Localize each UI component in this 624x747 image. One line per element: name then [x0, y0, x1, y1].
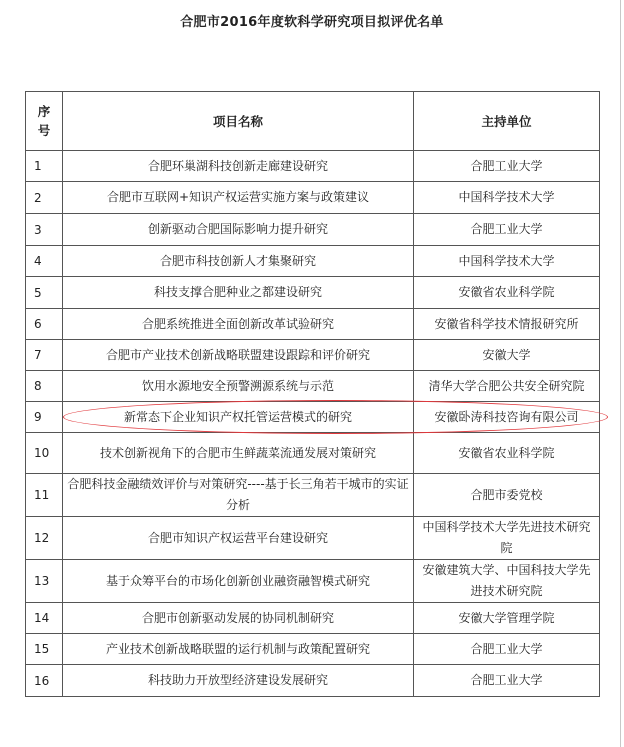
table-row	[26, 309, 600, 340]
row-host-unit: 安徽建筑大学、中国科技大学先进技术研究院	[414, 560, 600, 603]
row-host-unit: 安徽大学	[414, 340, 600, 371]
row-host-unit: 合肥市委党校	[414, 474, 600, 517]
header-seq: 序号	[26, 92, 63, 151]
row-project-name: 饮用水源地安全预警溯源系统与示范	[63, 371, 414, 402]
row-host-unit: 合肥工业大学	[414, 634, 600, 665]
row-seq: 4	[26, 246, 63, 277]
table-row	[26, 560, 600, 603]
table-row	[26, 603, 600, 634]
row-seq: 12	[26, 517, 63, 560]
row-project-name: 产业技术创新战略联盟的运行机制与政策配置研究	[63, 634, 414, 665]
row-project-name: 科技助力开放型经济建设发展研究	[63, 665, 414, 697]
table-header-row	[26, 92, 600, 151]
row-seq: 1	[26, 151, 63, 182]
table-row	[26, 277, 600, 309]
table-row	[26, 214, 600, 246]
row-seq: 16	[26, 665, 63, 697]
row-host-unit: 中国科学技术大学	[414, 246, 600, 277]
row-host-unit: 安徽省农业科学院	[414, 433, 600, 474]
row-host-unit: 安徽省科学技术情报研究所	[414, 309, 600, 340]
row-project-name: 合肥市产业技术创新战略联盟建设跟踪和评价研究	[63, 340, 414, 371]
project-table	[25, 91, 600, 697]
row-host-unit: 安徽大学管理学院	[414, 603, 600, 634]
row-seq: 2	[26, 182, 63, 214]
row-host-unit: 合肥工业大学	[414, 151, 600, 182]
row-host-unit: 安徽卧涛科技咨询有限公司	[414, 402, 600, 433]
row-seq: 14	[26, 603, 63, 634]
row-host-unit: 安徽省农业科学院	[414, 277, 600, 309]
row-project-name: 合肥系统推进全面创新改革试验研究	[63, 309, 414, 340]
table-row	[26, 517, 600, 560]
table-row	[26, 634, 600, 665]
table-row	[26, 340, 600, 371]
row-host-unit: 清华大学合肥公共安全研究院	[414, 371, 600, 402]
table-row	[26, 433, 600, 474]
row-host-unit: 合肥工业大学	[414, 214, 600, 246]
row-seq: 10	[26, 433, 63, 474]
row-project-name: 合肥环巢湖科技创新走廊建设研究	[63, 151, 414, 182]
header-host-unit: 主持单位	[414, 92, 600, 151]
table-row	[26, 371, 600, 402]
row-project-name: 创新驱动合肥国际影响力提升研究	[63, 214, 414, 246]
table-row	[26, 665, 600, 697]
row-project-name: 技术创新视角下的合肥市生鲜蔬菜流通发展对策研究	[63, 433, 414, 474]
table-row	[26, 151, 600, 182]
row-seq: 9	[26, 402, 63, 433]
row-seq: 3	[26, 214, 63, 246]
row-host-unit: 中国科学技术大学先进技术研究院	[414, 517, 600, 560]
row-project-name: 合肥市知识产权运营平台建设研究	[63, 517, 414, 560]
row-seq: 11	[26, 474, 63, 517]
row-project-name: 合肥市科技创新人才集聚研究	[63, 246, 414, 277]
table-row	[26, 474, 600, 517]
row-host-unit: 合肥工业大学	[414, 665, 600, 697]
row-seq: 5	[26, 277, 63, 309]
row-project-name: 合肥科技金融绩效评价与对策研究----基于长三角若干城市的实证分析	[63, 474, 414, 517]
row-project-name: 科技支撑合肥种业之都建设研究	[63, 277, 414, 309]
row-project-name: 基于众筹平台的市场化创新创业融资融智模式研究	[63, 560, 414, 603]
table-body	[26, 151, 600, 697]
row-project-name: 合肥市创新驱动发展的协同机制研究	[63, 603, 414, 634]
page-right-border	[620, 0, 621, 747]
table-row	[26, 182, 600, 214]
row-seq: 7	[26, 340, 63, 371]
document-title: 合肥市2016年度软科学研究项目拟评优名单	[180, 15, 444, 30]
row-seq: 6	[26, 309, 63, 340]
table-row	[26, 246, 600, 277]
row-seq: 15	[26, 634, 63, 665]
row-project-name: 新常态下企业知识产权托管运营模式的研究	[63, 402, 414, 433]
row-host-unit: 中国科学技术大学	[414, 182, 600, 214]
table-row	[26, 402, 600, 433]
row-project-name: 合肥市互联网+知识产权运营实施方案与政策建议	[63, 182, 414, 214]
row-seq: 8	[26, 371, 63, 402]
row-seq: 13	[26, 560, 63, 603]
header-project-name: 项目名称	[63, 92, 414, 151]
